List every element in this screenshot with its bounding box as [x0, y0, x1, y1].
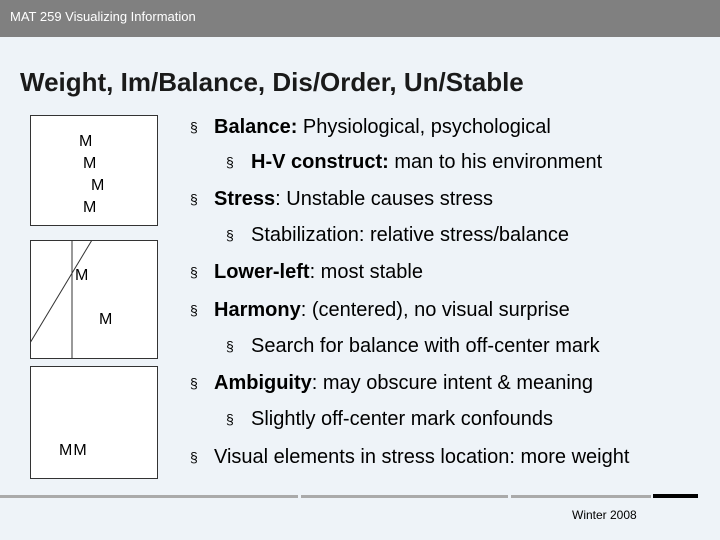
footer-rule — [301, 495, 508, 498]
figure-mark: M — [79, 133, 93, 150]
bullet-glyph: § — [190, 449, 198, 465]
bullet-glyph: § — [190, 375, 198, 391]
bullet-hv-construct: § H-V construct: man to his environment — [226, 151, 603, 173]
bullet-stabilization: § Stabilization: relative stress/balance — [226, 224, 569, 246]
diagonal-divider — [30, 240, 158, 359]
header-bar — [0, 0, 720, 37]
bullet-glyph: § — [226, 227, 234, 243]
figure-mark: M — [91, 177, 105, 194]
course-title: MAT 259 Visualizing Information — [10, 9, 196, 24]
bullet-glyph: § — [226, 338, 234, 354]
slide-title: Weight, Im/Balance, Dis/Order, Un/Stable — [20, 67, 524, 97]
bullet-ambiguity: § Ambiguity: may obscure intent & meaning — [190, 372, 594, 394]
bullet-lower-left: § Lower-left: most stable — [190, 261, 423, 283]
footer-rule — [0, 495, 298, 498]
figure-box-1 — [30, 115, 158, 226]
bullet-glyph: § — [190, 119, 198, 135]
figure-mark: MM — [59, 442, 88, 459]
figure-box-3 — [30, 366, 158, 479]
bullet-glyph: § — [190, 264, 198, 280]
footer-rule — [511, 495, 651, 498]
bullet-stress-location: § Visual elements in stress location: more weight — [190, 446, 630, 468]
bullet-stress: § Stress: Unstable causes stress — [190, 188, 494, 210]
figure-box-2 — [30, 240, 158, 359]
bullet-off-center: § Slightly off-center mark confounds — [226, 408, 554, 430]
figure-mark: M — [99, 311, 113, 328]
footer-date: Winter 2008 — [572, 508, 637, 522]
figure-mark: M — [75, 267, 89, 284]
bullet-glyph: § — [226, 411, 234, 427]
figure-mark: M — [83, 155, 97, 172]
footer-accent — [653, 494, 698, 498]
bullet-search-balance: § Search for balance with off-center mark — [226, 335, 600, 357]
bullet-glyph: § — [190, 191, 198, 207]
bullet-balance: § Balance: Physiological, psychological — [190, 116, 551, 138]
bullet-glyph: § — [190, 302, 198, 318]
bullet-harmony: § Harmony: (centered), no visual surprise — [190, 299, 570, 321]
bullet-glyph: § — [226, 154, 234, 170]
figure-mark: M — [83, 199, 97, 216]
